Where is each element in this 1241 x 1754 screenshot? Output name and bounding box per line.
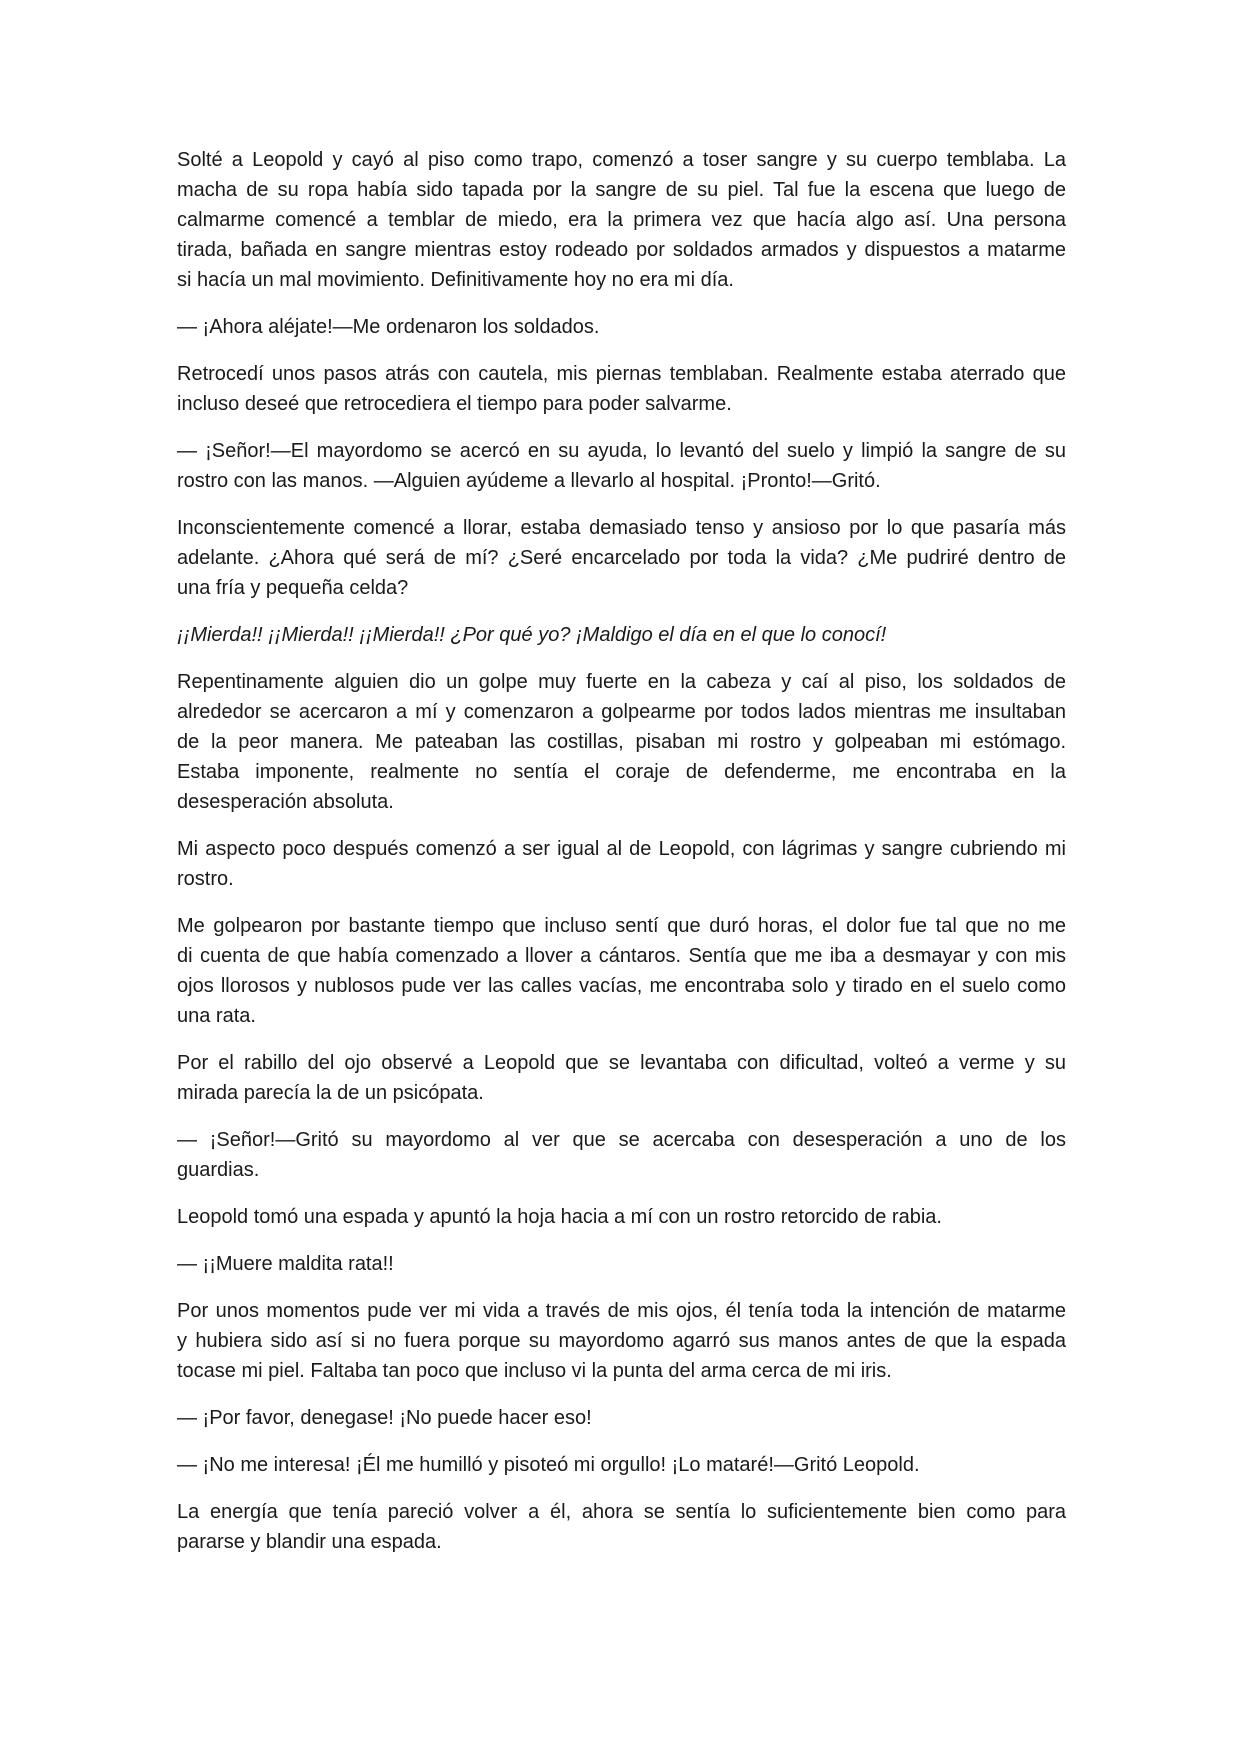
text-line: incluso deseé que retrocediera el tiempo para poder salvarme. xyxy=(177,393,732,415)
text-line: calmarme comencé a temblar de miedo, era la primera vez que hacía algo así. Una persona xyxy=(177,209,1066,231)
text-line: rostro. xyxy=(177,868,234,890)
paragraph-1 xyxy=(177,145,1066,295)
text-line: adelante. ¿Ahora qué será de mí? ¿Seré encarcelado por toda la vida? ¿Me pudriré dentro de xyxy=(177,547,1066,569)
paragraph-6-thought xyxy=(177,620,1066,650)
text-line: — ¡Señor!—Gritó su mayordomo al ver que se acercaba con desesperación a uno de los xyxy=(177,1129,1066,1151)
text-line: ojos llorosos y nublosos pude ver las calles vacías, me encontraba solo y tirado en el suelo como xyxy=(177,975,1066,997)
text-line: La energía que tenía pareció volver a él, ahora se sentía lo suficientemente bien como para xyxy=(177,1501,1066,1523)
paragraph-10 xyxy=(177,1048,1066,1108)
text-line: Repentinamente alguien dio un golpe muy fuerte en la cabeza y caí al piso, los soldados de xyxy=(177,671,1066,693)
paragraph-12 xyxy=(177,1202,1066,1232)
text-line: macha de su ropa había sido tapada por la sangre de su piel. Tal fue la escena que luego de xyxy=(177,179,1066,201)
paragraph-9 xyxy=(177,911,1066,1031)
text-line: una fría y pequeña celda? xyxy=(177,577,409,599)
text-line: rostro con las manos. —Alguien ayúdeme a llevarlo al hospital. ¡Pronto!—Gritó. xyxy=(177,470,881,492)
text-line: alrededor se acercaron a mí y comenzaron a golpearme por todos lados mientras me insultaban xyxy=(177,701,1066,723)
paragraph-17 xyxy=(177,1497,1066,1557)
text-line: di cuenta de que había comenzado a llover a cántaros. Sentía que me iba a desmayar y con mis xyxy=(177,945,1066,967)
paragraph-8 xyxy=(177,834,1066,894)
text-line: Retrocedí unos pasos atrás con cautela, mis piernas temblaban. Realmente estaba aterrado que xyxy=(177,363,1066,385)
text-line: Por unos momentos pude ver mi vida a través de mis ojos, él tenía toda la intención de matarme xyxy=(177,1300,1066,1322)
text-line: de la peor manera. Me pateaban las costillas, pisaban mi rostro y golpeaban mi estómago. xyxy=(177,731,1066,753)
text-line: — ¡Señor!—El mayordomo se acercó en su ayuda, lo levantó del suelo y limpió la sangre de su xyxy=(177,440,1066,462)
text-line: Leopold tomó una espada y apuntó la hoja hacia a mí con un rostro retorcido de rabia. xyxy=(177,1206,942,1228)
text-line: tirada, bañada en sangre mientras estoy rodeado por soldados armados y dispuestos a matarme xyxy=(177,239,1066,261)
paragraph-3 xyxy=(177,359,1066,419)
text-line: Estaba imponente, realmente no sentía el coraje de defenderme, me encontraba en la xyxy=(177,761,1066,783)
paragraph-11-dialogue xyxy=(177,1125,1066,1185)
text-line: Me golpearon por bastante tiempo que incluso sentí que duró horas, el dolor fue tal que no me xyxy=(177,915,1066,937)
text-line: Por el rabillo del ojo observé a Leopold que se levantaba con dificultad, volteó a verme y su xyxy=(177,1052,1066,1074)
text-line: Inconscientemente comencé a llorar, estaba demasiado tenso y ansioso por lo que pasaría más xyxy=(177,517,1066,539)
text-line: Mi aspecto poco después comenzó a ser igual al de Leopold, con lágrimas y sangre cubriendo mi xyxy=(177,838,1066,860)
paragraph-15-dialogue xyxy=(177,1403,1066,1433)
text-line: Solté a Leopold y cayó al piso como trapo, comenzó a toser sangre y su cuerpo temblaba. La xyxy=(177,149,1066,171)
paragraph-2-dialogue xyxy=(177,312,1066,342)
paragraph-5 xyxy=(177,513,1066,603)
text-line: guardias. xyxy=(177,1159,260,1181)
paragraph-7 xyxy=(177,667,1066,817)
text-line: — ¡Ahora aléjate!—Me ordenaron los soldados. xyxy=(177,316,600,338)
text-line: — ¡¡Muere maldita rata!! xyxy=(177,1253,394,1275)
text-line: pararse y blandir una espada. xyxy=(177,1531,442,1553)
paragraph-16-dialogue xyxy=(177,1450,1066,1480)
text-line: una rata. xyxy=(177,1005,256,1027)
text-line: ¡¡Mierda!! ¡¡Mierda!! ¡¡Mierda!! ¿Por qué yo? ¡Maldigo el día en el que lo conocí! xyxy=(177,624,887,646)
paragraph-13-dialogue xyxy=(177,1249,1066,1279)
paragraph-4-dialogue xyxy=(177,436,1066,496)
text-line: desesperación absoluta. xyxy=(177,791,394,813)
text-line: tocase mi piel. Faltaba tan poco que incluso vi la punta del arma cerca de mi iris. xyxy=(177,1360,892,1382)
text-line: — ¡Por favor, denegase! ¡No puede hacer eso! xyxy=(177,1407,592,1429)
text-line: — ¡No me interesa! ¡Él me humilló y pisoteó mi orgullo! ¡Lo mataré!—Gritó Leopold. xyxy=(177,1454,920,1476)
body-text xyxy=(177,145,1066,1574)
text-line: si hacía un mal movimiento. Definitivamente hoy no era mi día. xyxy=(177,269,734,291)
paragraph-14 xyxy=(177,1296,1066,1386)
text-line: mirada parecía la de un psicópata. xyxy=(177,1082,484,1104)
text-line: y hubiera sido así si no fuera porque su mayordomo agarró sus manos antes de que la espada xyxy=(177,1330,1066,1352)
